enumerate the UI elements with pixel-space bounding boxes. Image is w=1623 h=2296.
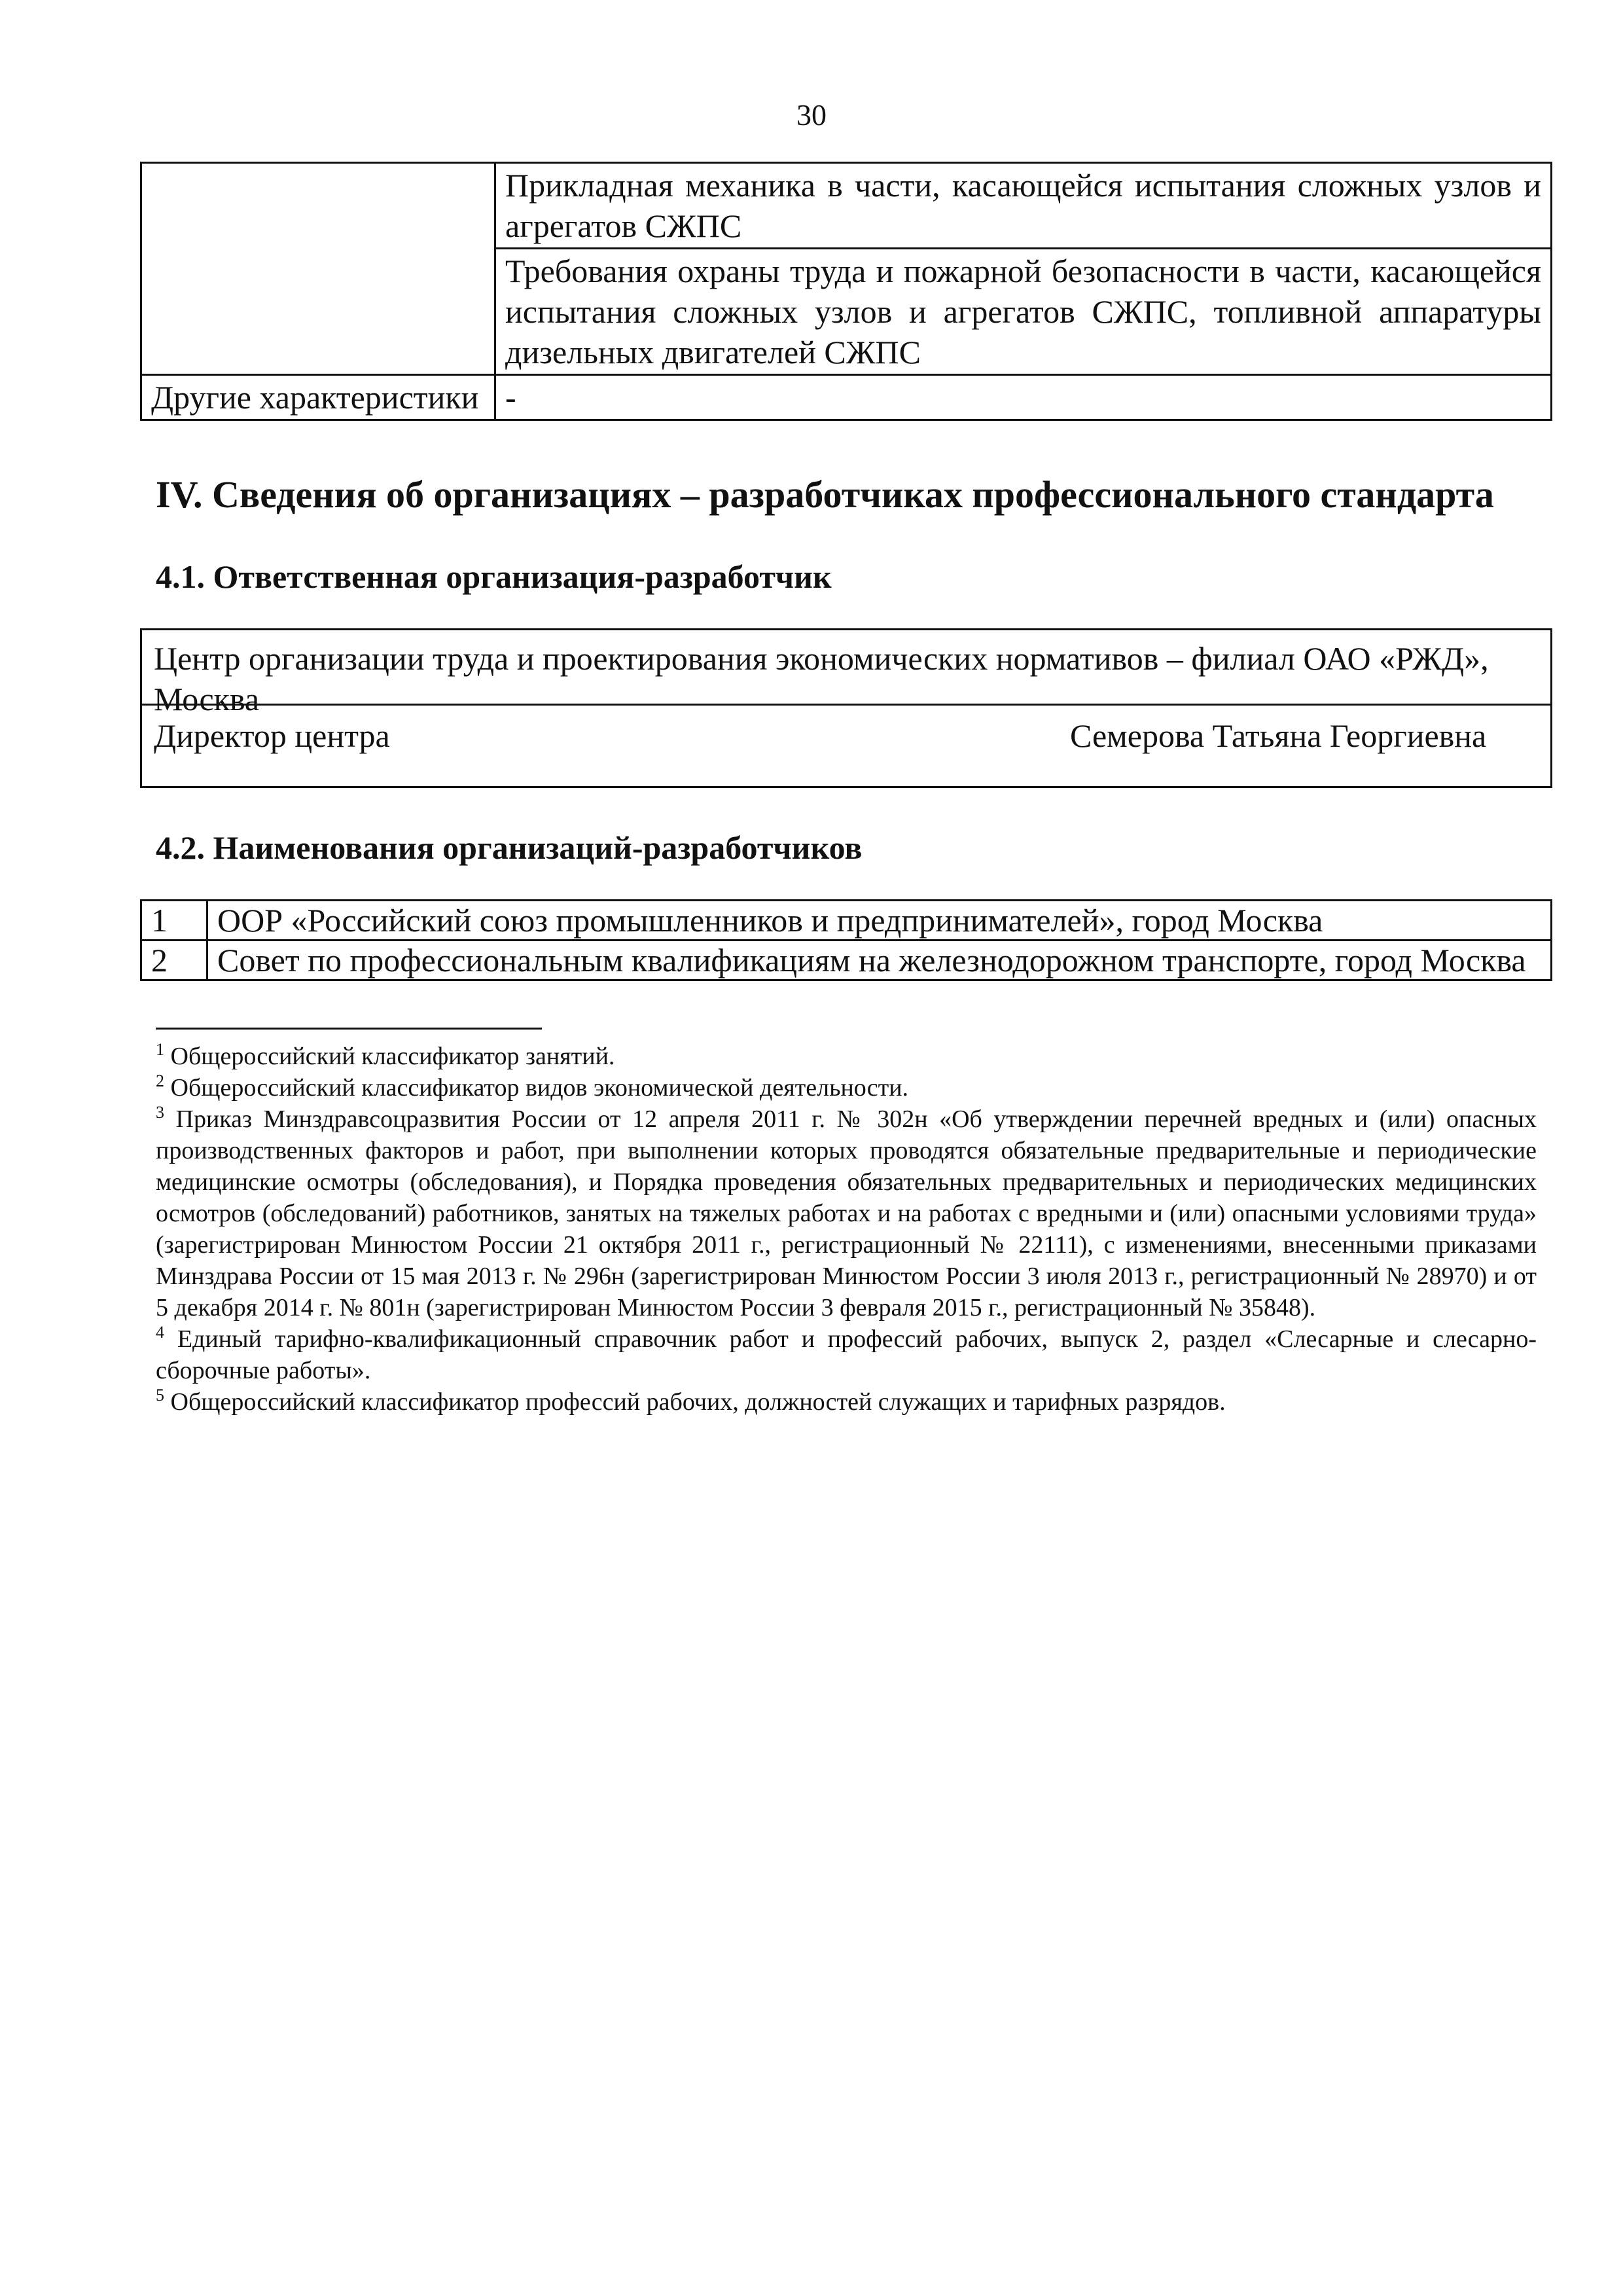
divider [142,704,1550,706]
developers-heading: 4.2. Наименования организаций-разработчиков [156,829,863,866]
footnote-text: Приказ Минздравсоцразвития России от 12 апреля 2011 г. № 302н «Об утверждении перечней вредных и (или) опасных производственных факторов и работ, при выполнении которых проводятся обязательные предварительные и периодические медицинские осмотры (обследования), и Порядка проведения обязательных предварительных и периодических медицинских осмотров (обследований) работников, занятых на тяжелых работах и на работах с вредными и (или) опасными условиями труда» (зарегистрирован Минюстом России 21 октября 2011 г., регистрационный № 22111), с изменениями, внесенными приказами Минздрава России от 15 мая 2013 г. № 296н (зарегистрирован Минюстом России 3 июля 2013 г., регистрационный № 28970) и от 5 декабря 2014 г. № 801н (зарегистрирован Минюстом России 3 февраля 2015 г., регистрационный № 35848). [156,1105,1537,1321]
org-name: Центр организации труда и проектирования экономических нормативов – филиал ОАО «РЖД», Москва [154,640,1489,717]
footnote [156,1103,1537,1323]
developers-table [140,899,1552,981]
table-cell-label: Другие характеристики [141,375,495,420]
footnote-number: 3 [156,1103,164,1122]
footnote-text: Общероссийский классификатор профессий рабочих, должностей служащих и тарифных разрядов. [170,1388,1226,1416]
section-title: IV. Сведения об организациях – разработчиках профессионального стандарта [156,473,1494,516]
table-cell-text: - [495,375,1552,420]
row-number: 2 [141,941,207,980]
org-name-cell: ООР «Российский союз промышленников и предпринимателей», город Москва [207,901,1552,941]
footnote-number: 2 [156,1071,164,1090]
footnote-number: 4 [156,1323,164,1342]
table-row [141,163,1552,249]
org-name-cell: Совет по профессиональным квалификациям на железнодорожном транспорте, город Москва [207,941,1552,980]
footnote [156,1386,1537,1418]
table-row [141,901,1552,941]
table-cell-text: Требования охраны труда и пожарной безопасности в части, касающейся испытания сложных узлов и агрегатов СЖПС, топливной аппаратуры дизельных двигателей СЖПС [495,249,1552,375]
footnote [156,1323,1537,1386]
footnotes [156,1041,1537,1418]
director-title: Директор центра [154,717,390,754]
footnote-text: Общероссийский классификатор занятий. [170,1043,615,1070]
table-cell-label [141,163,495,375]
footnote [156,1041,1537,1072]
row-number: 1 [141,901,207,941]
table-row [141,941,1552,980]
table-cell-text: Прикладная механика в части, касающейся испытания сложных узлов и агрегатов СЖПС [495,163,1552,249]
page-number: 30 [796,98,827,132]
footnote-text: Единый тарифно-квалификационный справочник работ и профессий рабочих, выпуск 2, раздел «Слесарные и слесарно-сборочные работы». [156,1325,1537,1384]
responsible-org-box [140,628,1552,788]
table-row [141,375,1552,420]
footnote [156,1072,1537,1103]
characteristics-table [140,162,1552,421]
footnote-separator [156,1028,542,1030]
responsible-org-heading: 4.1. Ответственная организация-разработчик [156,558,832,595]
footnote-number: 1 [156,1040,164,1059]
footnote-text: Общероссийский классификатор видов экономической деятельности. [170,1074,909,1102]
director-name: Семерова Татьяна Георгиевна [1070,717,1487,754]
footnote-number: 5 [156,1386,164,1405]
